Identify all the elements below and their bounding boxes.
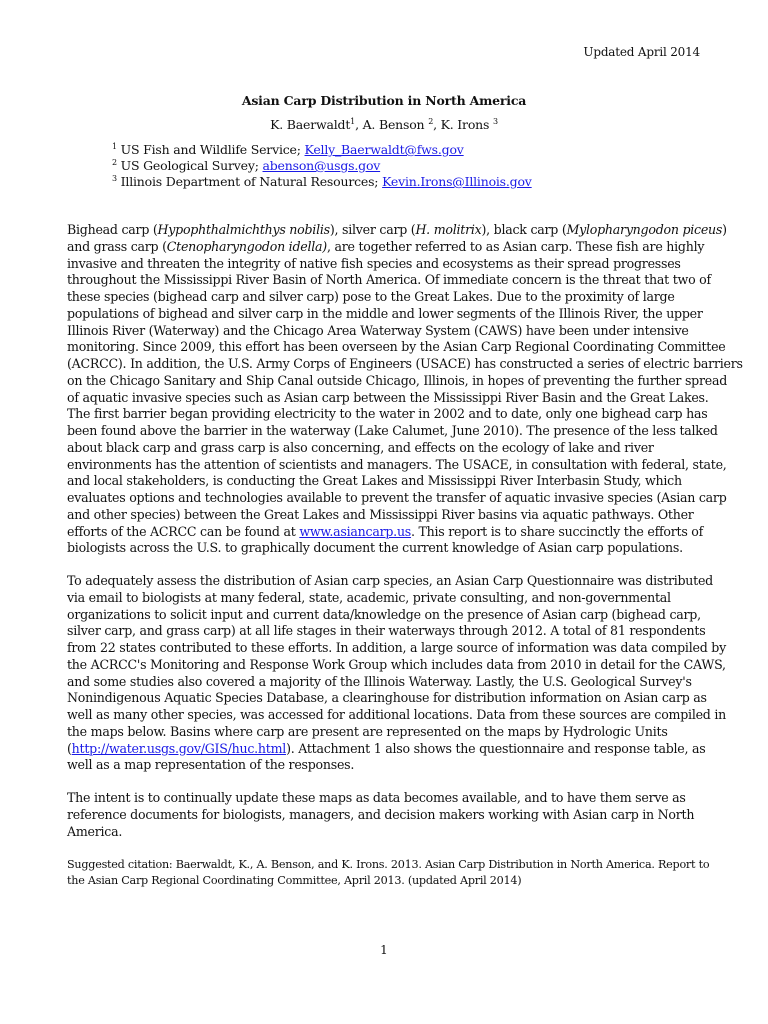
author-affil-marker: 2 <box>428 116 434 126</box>
author-affil-marker: 3 <box>493 116 498 126</box>
affiliation-item: $^2$ US Geological Survey; abenson@usgs.gov <box>112 157 381 173</box>
author-name: K. Baerwaldt <box>270 117 351 132</box>
huc-link[interactable]: http://water.usgs.gov/GIS/huc.html <box>71 740 287 756</box>
affiliation-list <box>112 142 532 190</box>
author-name: A. Benson <box>362 117 429 132</box>
document-title: Asian Carp Distribution in North America <box>241 93 527 108</box>
page-number: 1 <box>380 943 388 957</box>
email-link[interactable]: Kelly_Baerwaldt@fws.gov <box>304 142 464 157</box>
author-list: K. Baerwaldt$^1$, A. Benson $^2$, K. Irons $^3$ <box>270 116 498 132</box>
intro-paragraph: Bighead carp (Hypophthalmichthys nobilis), silver carp (H. molitrix), black carp (Mylopharyngodon piceus) and grass carp (Ctenopharyngodon idella), are together referred to as Asian carp. These fish are highly invasive and threaten the integrity of native fish species and ecosystems as their spread progresses throughout the Mississippi River Basin of North America. Of immediate concern is the threat that two of these species (bighead carp and silver carp) pose to the Great Lakes. Due to the proximity of large populations of bighead and silver carp in the middle and lower segments of the Illinois River, the upper Illinois River (Waterway) and the Chicago Area Waterway System (CAWS) have been under intensive monitoring. Since 2009, this effort has been overseen by the Asian Carp Regional Coordinating Committee (ACRCC). In addition, the U.S. Army Corps of Engineers (USACE) has constructed a series of electric barriers on the Chicago Sanitary and Ship Canal outside Chicago, Illinois, in hopes of preventing the further spread of aquatic invasive species such as Asian carp between the Mississippi River Basin and the Great Lakes. The first barrier began providing electricity to the water in 2002 and to date, only one bighead carp has been found above the barrier in the waterway (Lake Calumet, June 2010). The presence of the less talked about black carp and grass carp is also concerning, and effects on the ecology of lake and river environments has the attention of scientists and managers. The USACE, in consultation with federal, state, and local stakeholders, is conducting the Great Lakes and Mississippi River Interbasin Study, which evaluates options and technologies available to prevent the transfer of aquatic invasive species (Asian carp and other species) between the Great Lakes and Mississippi River basins via aquatic pathways. Other efforts of the ACRCC can be found at www.asiancarp.us. This report is to share succinctly the efforts of biologists across the U.S. to graphically document the current knowledge of Asian carp populations. <box>67 222 743 556</box>
methods-paragraph: To adequately assess the distribution of Asian carp species, an Asian Carp Questionnaire was distributed via email to biologists at many federal, state, academic, private consulting, and non-governmental organizations to solicit input and current data/knowledge on the presence of Asian carp (bighead carp, silver carp, and grass carp) at all life stages in their waterways through 2012. A total of 81 respondents from 22 states contributed to these efforts. In addition, a large source of information was data compiled by the ACRCC's Monitoring and Response Work Group which includes data from 2010 in detail for the CAWS, and some studies also covered a majority of the Illinois Waterway. Lastly, the U.S. Geological Survey's Nonindigenous Aquatic Species Database, a clearinghouse for distribution information on Asian carp as well as many other species, was accessed for additional locations. Data from these sources are compiled in the maps below. Basins where carp are present are represented on the maps by Hydrologic Units (http://water.usgs.gov/GIS/huc.html). Attachment 1 also shows the questionnaire and response table, as well as a map representation of the responses. <box>67 573 727 773</box>
asiancarp-link[interactable]: www.asiancarp.us <box>299 523 412 539</box>
affiliation-item: $^3$ Illinois Department of Natural Resources; Kevin.Irons@Illinois.gov <box>112 173 532 189</box>
suggested-citation: Suggested citation: Baerwaldt, K., A. Benson, and K. Irons. 2013. Asian Carp Distribution in North America. Report to the Asian Carp Regional Coordinating Committee, April 2013. (updated April 2014) <box>67 858 710 887</box>
email-link[interactable]: abenson@usgs.gov <box>262 158 381 173</box>
updated-date: Updated April 2014 <box>583 45 700 59</box>
email-link[interactable]: Kevin.Irons@Illinois.gov <box>382 174 532 189</box>
affiliation-item: $^1$ US Fish and Wildlife Service; Kelly_Baerwaldt@fws.gov <box>112 141 464 157</box>
author-name: K. Irons <box>440 117 493 132</box>
author-affil-marker: 1 <box>350 116 356 126</box>
intent-paragraph: The intent is to continually update these maps as data becomes available, and to have them serve as reference documents for biologists, managers, and decision makers working with Asian carp in North America. <box>67 790 695 839</box>
